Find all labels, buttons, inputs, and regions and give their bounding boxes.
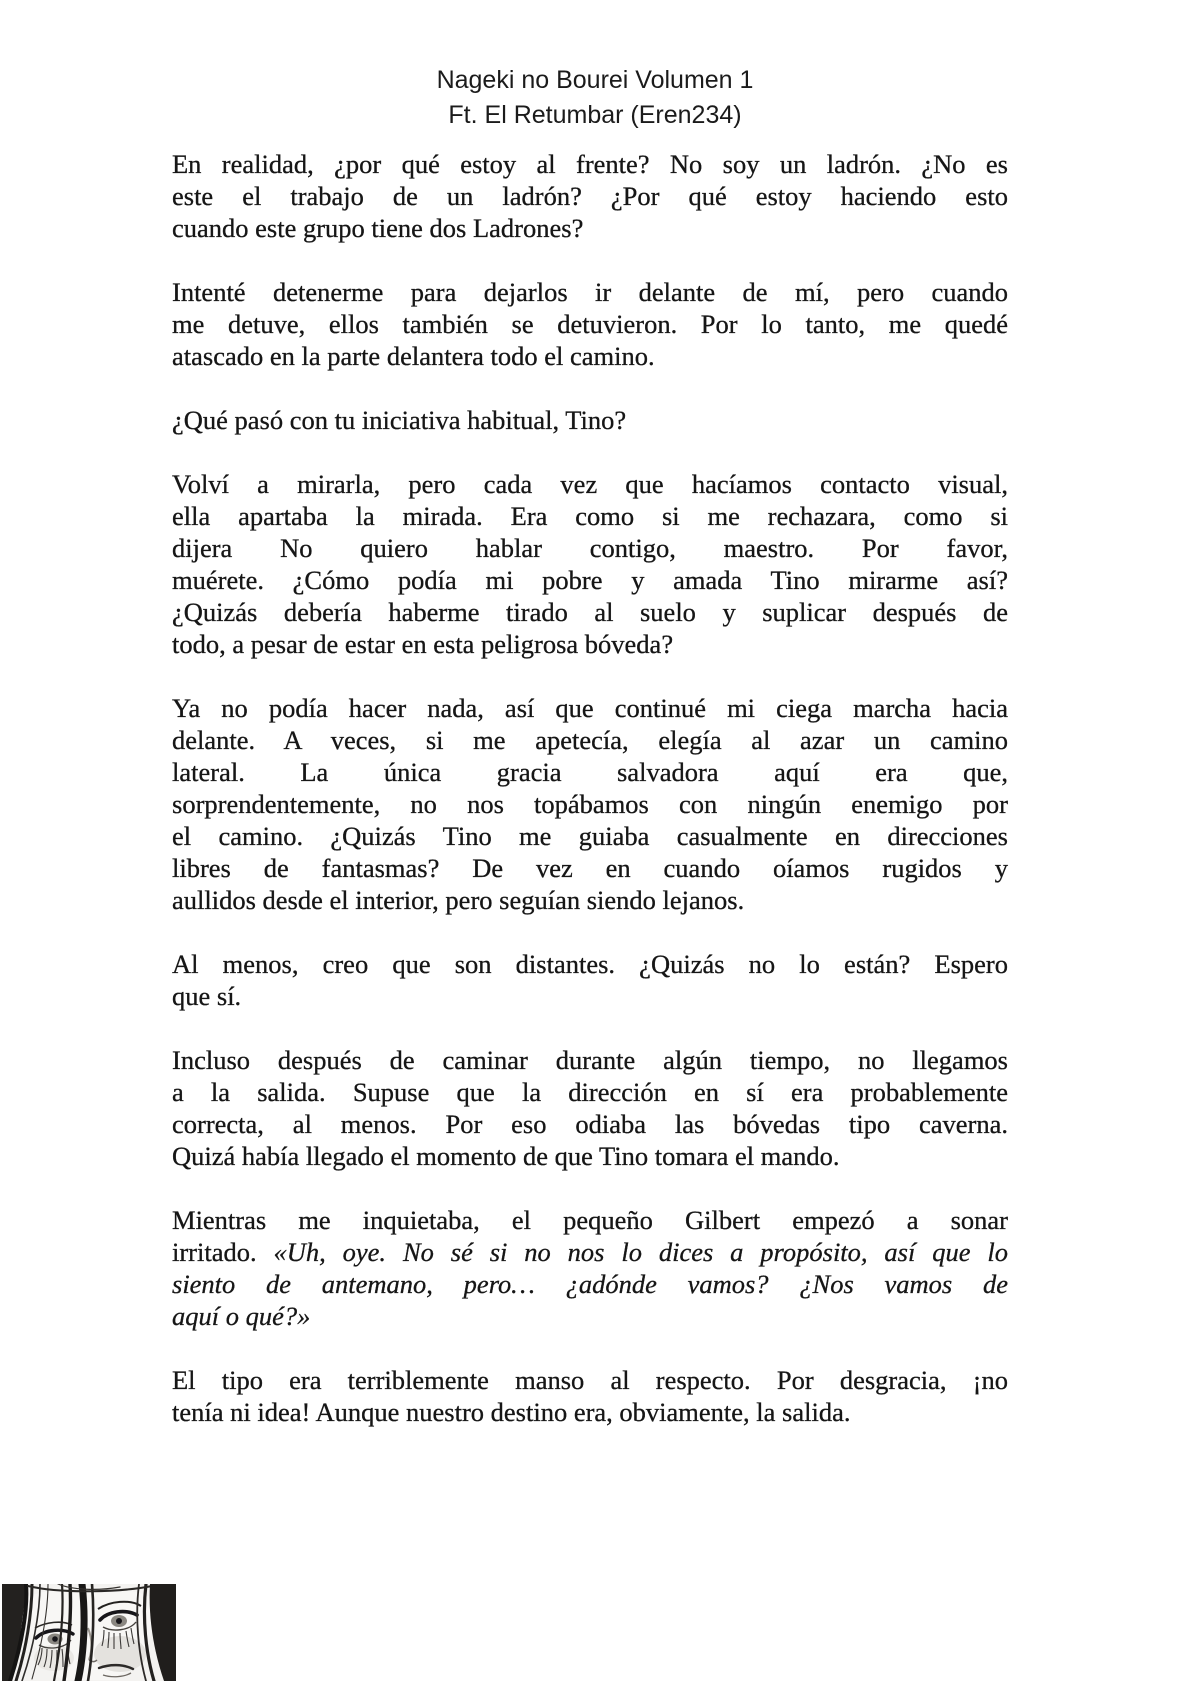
text-line — [172, 1044, 1008, 1076]
italic-text-segment: aquí o qué?» — [172, 1301, 311, 1331]
text-segment: correcta, al menos. Por eso odiaba las bóvedas tipo caverna. — [172, 1109, 1008, 1139]
text-line — [172, 564, 1008, 596]
text-line — [172, 1396, 1008, 1428]
text-line — [172, 724, 1008, 756]
text-segment: Volví a mirarla, pero cada vez que hacíamos contacto visual, — [172, 469, 1008, 499]
text-segment: muérete. ¿Cómo podía mi pobre y amada Tino mirarme así? — [172, 565, 1008, 595]
text-line — [172, 980, 1008, 1012]
text-segment: ¿Quizás debería haberme tirado al suelo y suplicar después de — [172, 597, 1008, 627]
text-line — [172, 308, 1008, 340]
text-segment: atascado en la parte delantera todo el camino. — [172, 341, 655, 371]
text-segment: todo, a pesar de estar en esta peligrosa bóveda? — [172, 629, 674, 659]
text-line — [172, 180, 1008, 212]
text-segment: lateral. La única gracia salvadora aquí era que, — [172, 757, 1008, 787]
text-segment: tenía ni idea! Aunque nuestro destino era, obviamente, la salida. — [172, 1397, 851, 1427]
text-line — [172, 276, 1008, 308]
text-segment: el camino. ¿Quizás Tino me guiaba casualmente en direcciones — [172, 821, 1008, 851]
text-line — [172, 596, 1008, 628]
page-subtitle: Ft. El Retumbar (Eren234) — [448, 101, 742, 129]
text-segment: que sí. — [172, 981, 242, 1011]
text-segment: Ya no podía hacer nada, así que continué mi ciega marcha hacia — [172, 693, 1008, 723]
page-header — [0, 63, 1190, 133]
text-line — [172, 148, 1008, 180]
text-segment: este el trabajo de un ladrón? ¿Por qué estoy haciendo esto — [172, 181, 1008, 211]
text-segment: Quizá había llegado el momento de que Tino tomara el mando. — [172, 1141, 840, 1171]
paragraph — [172, 404, 1008, 436]
text-line — [172, 532, 1008, 564]
text-segment: ella apartaba la mirada. Era como si me rechazara, como si — [172, 501, 1008, 531]
paragraph — [172, 148, 1008, 244]
text-segment: sorprendentemente, no nos topábamos con ningún enemigo por — [172, 789, 1008, 819]
manga-face-drawing — [2, 1584, 176, 1681]
text-line — [172, 212, 1008, 244]
text-line — [172, 404, 1008, 436]
text-segment: Mientras me inquietaba, el pequeño Gilbert empezó a sonar — [172, 1205, 1008, 1235]
paragraph — [172, 1044, 1008, 1172]
text-line — [172, 820, 1008, 852]
text-segment: Intenté detenerme para dejarlos ir delante de mí, pero cuando — [172, 277, 1008, 307]
text-segment: El tipo era terriblemente manso al respecto. Por desgracia, ¡no — [172, 1365, 1008, 1395]
text-line — [172, 1236, 1008, 1268]
text-line — [172, 1140, 1008, 1172]
text-segment: aullidos desde el interior, pero seguían siendo lejanos. — [172, 885, 745, 915]
text-line — [172, 1364, 1008, 1396]
text-segment: Incluso después de caminar durante algún tiempo, no llegamos — [172, 1045, 1008, 1075]
text-segment: me detuve, ellos también se detuvieron. Por lo tanto, me quedé — [172, 309, 1008, 339]
text-line — [172, 628, 1008, 660]
text-line — [172, 788, 1008, 820]
paragraph — [172, 1364, 1008, 1428]
text-segment: irritado. — [172, 1237, 274, 1267]
manga-face-illustration — [2, 1584, 176, 1681]
text-line — [172, 1268, 1008, 1300]
text-segment: cuando este grupo tiene dos Ladrones? — [172, 213, 584, 243]
text-segment: ¿Qué pasó con tu iniciativa habitual, Tino? — [172, 405, 627, 435]
text-segment: En realidad, ¿por qué estoy al frente? No soy un ladrón. ¿No es — [172, 149, 1008, 179]
text-line — [172, 756, 1008, 788]
paragraph — [172, 1204, 1008, 1332]
italic-text-segment: siento de antemano, pero… ¿adónde vamos? ¿Nos vamos de — [172, 1269, 1008, 1299]
text-line — [172, 884, 1008, 916]
page-title: Nageki no Bourei Volumen 1 — [436, 66, 754, 94]
text-line — [172, 852, 1008, 884]
text-line — [172, 1108, 1008, 1140]
text-line — [172, 340, 1008, 372]
text-segment: Al menos, creo que son distantes. ¿Quizás no lo están? Espero — [172, 949, 1008, 979]
text-segment: delante. A veces, si me apetecía, elegía al azar un camino — [172, 725, 1008, 755]
text-line — [172, 948, 1008, 980]
paragraph — [172, 468, 1008, 660]
text-segment: dijera No quiero hablar contigo, maestro. Por favor, — [172, 533, 1008, 563]
paragraph — [172, 948, 1008, 1012]
paragraph — [172, 276, 1008, 372]
text-line — [172, 1076, 1008, 1108]
text-line — [172, 1204, 1008, 1236]
paragraph — [172, 692, 1008, 916]
text-line — [172, 468, 1008, 500]
text-segment: a la salida. Supuse que la dirección en sí era probablemente — [172, 1077, 1008, 1107]
text-line — [172, 1300, 1008, 1332]
text-segment: libres de fantasmas? De vez en cuando oíamos rugidos y — [172, 853, 1008, 883]
body-text — [172, 148, 1008, 1460]
text-line — [172, 692, 1008, 724]
text-line — [172, 500, 1008, 532]
italic-text-segment: «Uh, oye. No sé si no nos lo dices a propósito, así que lo — [273, 1237, 1008, 1267]
